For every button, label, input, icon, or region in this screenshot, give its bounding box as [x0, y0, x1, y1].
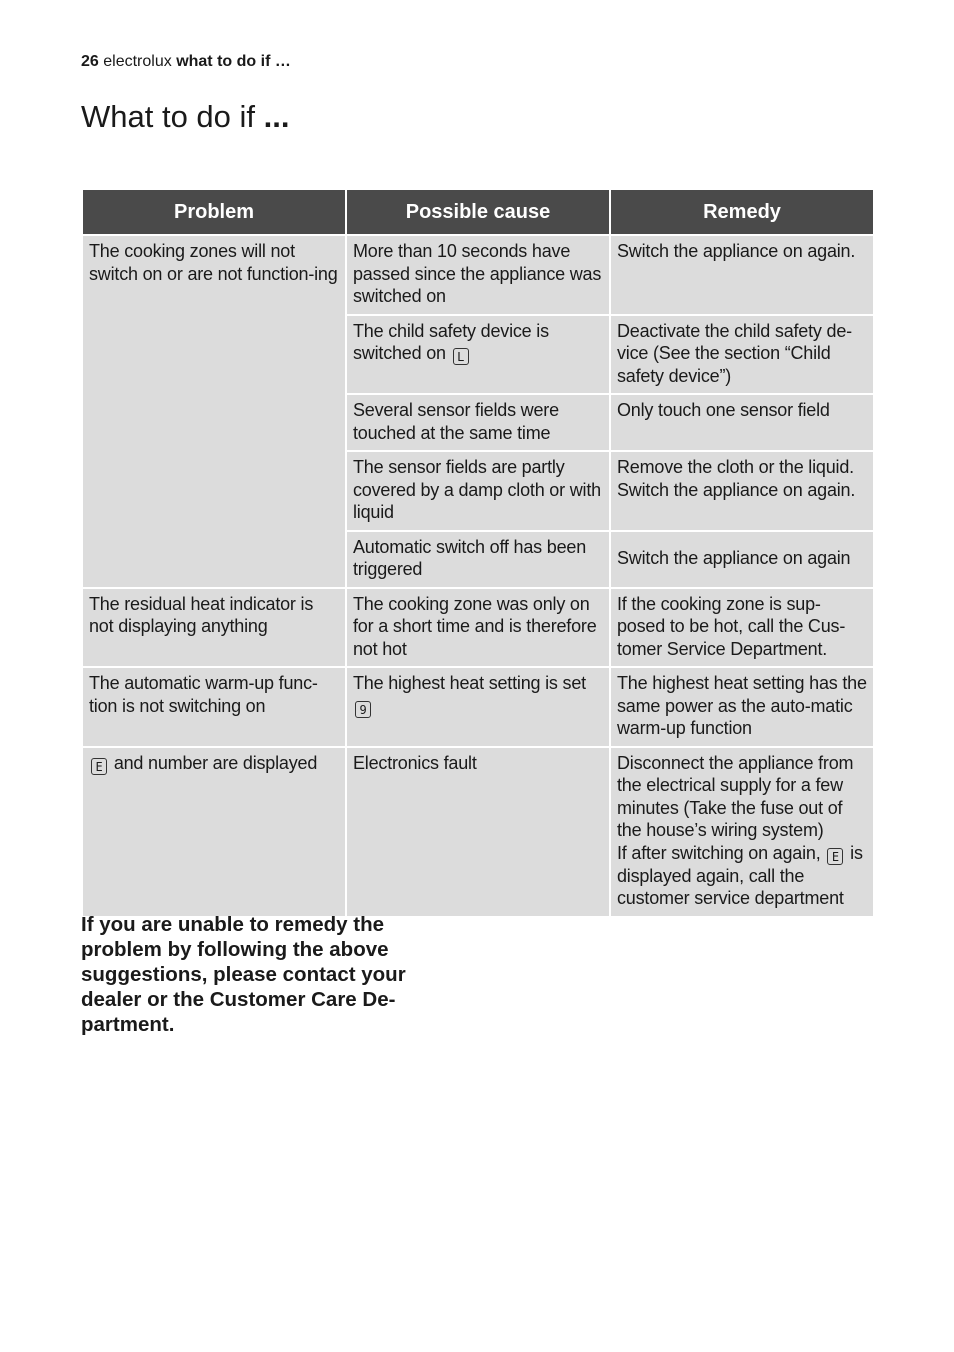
cause-cell: Several sensor fields were touched at the same time — [346, 394, 610, 451]
remedy-cell: If the cooking zone is sup-posed to be hot, call the Cus-tomer Service Department. — [610, 588, 874, 668]
cause-text: The highest heat setting is set — [353, 673, 586, 693]
remedy-text-part2a: If after switching on again, — [617, 842, 821, 863]
page-title-dots: ... — [263, 99, 290, 134]
problem-cell: The residual heat indicator is not displaying anything — [82, 588, 346, 668]
remedy-cell: Switch the appliance on again — [610, 531, 874, 588]
remedy-text-part2b: is displayed again, call the customer service department — [617, 842, 863, 908]
column-header-cause: Possible cause — [346, 189, 610, 235]
cause-cell: More than 10 seconds have passed since the appliance was switched on — [346, 235, 610, 315]
column-header-problem: Problem — [82, 189, 346, 235]
remedy-cell: Remove the cloth or the liquid. Switch the appliance on again. — [610, 451, 874, 531]
cause-cell — [346, 315, 610, 395]
table-row — [82, 588, 874, 668]
remedy-cell: Only touch one sensor field — [610, 394, 874, 451]
cause-cell: The sensor fields are partly covered by a damp cloth or with liquid — [346, 451, 610, 531]
problem-cell — [82, 747, 346, 917]
error-e-symbol-icon: E — [827, 848, 843, 865]
page-title — [81, 99, 290, 135]
cause-cell: The cooking zone was only on for a short time and is therefore not hot — [346, 588, 610, 668]
cause-text: The child safety device is switched on — [353, 320, 549, 363]
problem-cell: The cooking zones will not switch on or are not function-ing — [82, 235, 346, 588]
brand-name: electrolux — [103, 53, 172, 70]
running-header — [81, 53, 291, 71]
page-title-text: What to do if — [81, 99, 256, 134]
troubleshooting-table — [81, 188, 875, 918]
child-lock-symbol-icon: L — [453, 348, 469, 365]
table-row — [82, 235, 874, 315]
error-e-symbol-icon: E — [91, 758, 107, 775]
contact-service-note: If you are unable to remedy the problem by following the above suggestions, please contact your dealer or the Customer Care De-partment. — [81, 913, 406, 1036]
remedy-cell: The highest heat setting has the same power as the auto-matic warm-up function — [610, 667, 874, 747]
cause-cell: Automatic switch off has been triggered — [346, 531, 610, 588]
problem-text: and number are displayed — [113, 752, 318, 773]
remedy-cell: Deactivate the child safety de-vice (See the section “Child safety device”) — [610, 315, 874, 395]
remedy-text: Disconnect the appliance from the electrical supply for a few minutes (Take the fuse out of the house’s wiring system) — [617, 752, 854, 840]
section-name: what to do if … — [176, 53, 291, 70]
heat-setting-nine-symbol-icon: 9 — [355, 701, 371, 718]
remedy-cell — [610, 747, 874, 917]
column-header-remedy: Remedy — [610, 189, 874, 235]
table-header-row — [82, 189, 874, 235]
page-number: 26 — [81, 53, 99, 70]
cause-cell — [346, 667, 610, 747]
cause-cell: Electronics fault — [346, 747, 610, 917]
table-row — [82, 747, 874, 917]
problem-cell: The automatic warm-up func-tion is not switching on — [82, 667, 346, 747]
remedy-cell: Switch the appliance on again. — [610, 235, 874, 315]
table-row — [82, 667, 874, 747]
